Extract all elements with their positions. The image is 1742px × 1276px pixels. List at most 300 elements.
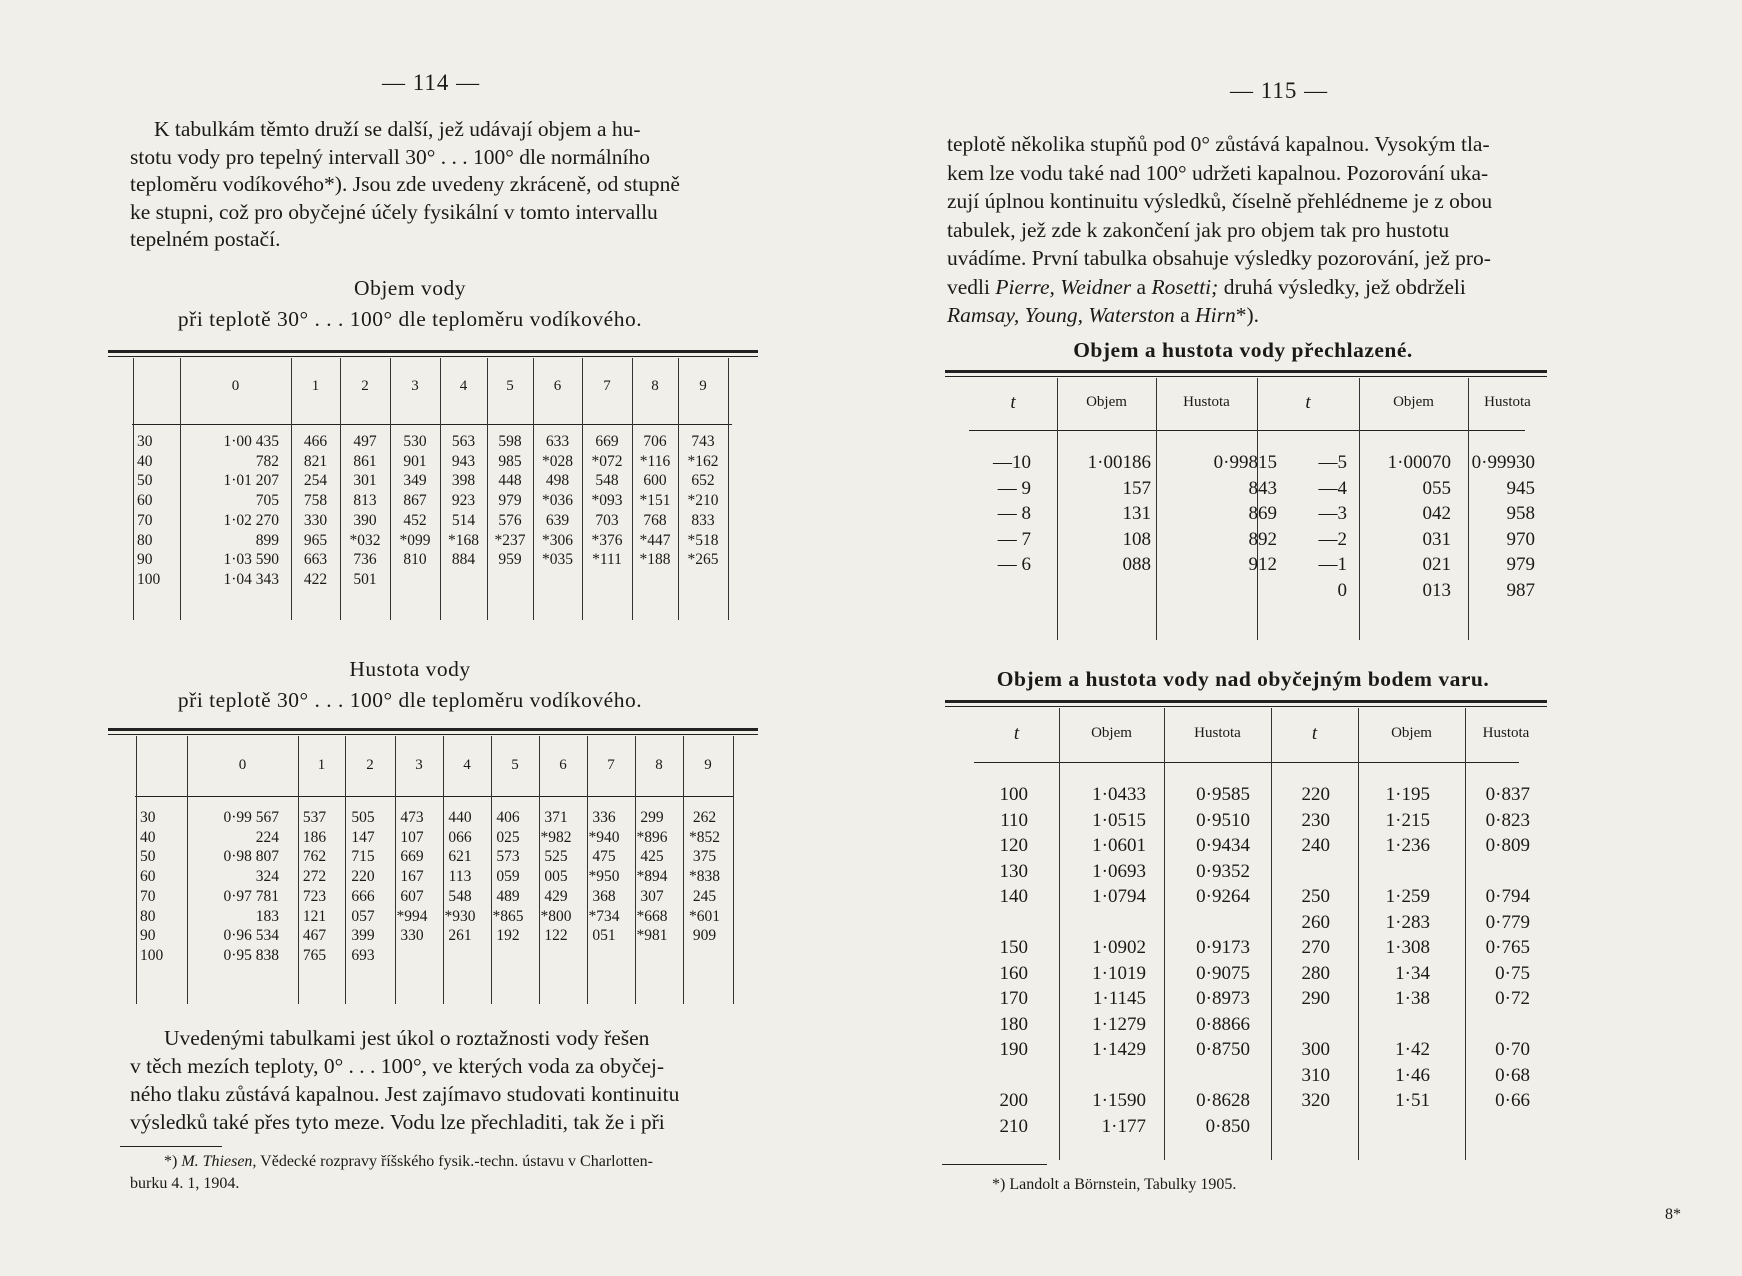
table-cell: 190 — [999, 1039, 1028, 1060]
column-header-hustota: Hustota — [1484, 394, 1531, 410]
table-cell: 50 — [137, 472, 153, 490]
table-cell: 1·0902 — [1092, 937, 1146, 958]
column-header: 9 — [704, 757, 712, 773]
table-cell: 324 — [255, 868, 279, 886]
table-cell: 210 — [999, 1115, 1028, 1137]
table-cell: 440 — [448, 809, 472, 826]
intro-paragraph — [947, 130, 1539, 330]
table-cell: 031 — [1422, 528, 1451, 550]
table-cell: 600 — [643, 472, 667, 490]
above-boiling-table-title: Objem a hustota vody nad obyčejným bodem varu. — [996, 667, 1490, 691]
column-header: 4 — [459, 378, 468, 394]
table-cell: 663 — [303, 551, 328, 569]
column-header-objem: Objem — [1393, 394, 1434, 410]
table-cell: 514 — [451, 511, 476, 529]
table-row — [133, 550, 728, 570]
table-cell: 0·823 — [1485, 809, 1530, 831]
table-cell: 200 — [999, 1090, 1028, 1111]
table-cell — [628, 946, 676, 966]
table-cell: 186 — [302, 828, 327, 846]
table-row — [974, 833, 1530, 859]
column-header: 4 — [463, 757, 471, 773]
table-cell: 576 — [498, 511, 522, 529]
table-cell: 598 — [498, 433, 522, 450]
table-cell: 965 — [303, 531, 328, 549]
table-cell — [533, 570, 582, 590]
table-cell: *601 — [689, 907, 720, 925]
column-header: 2 — [366, 757, 374, 773]
table-cell — [1250, 1114, 1330, 1140]
table-cell: *099 — [399, 531, 431, 549]
table-cell: 867 — [403, 492, 427, 510]
table-cell: 0·75 — [1495, 962, 1530, 984]
table-cell: *237 — [494, 531, 526, 549]
table-cell: 1·177 — [1101, 1115, 1146, 1137]
table-cell: 537 — [302, 809, 327, 826]
table-row — [133, 570, 728, 590]
table-cell — [1031, 578, 1151, 604]
table-cell: 059 — [496, 868, 520, 886]
text-line: kem lze vodu také nad 100° udržeti kapalnou. Pozorování uka- — [947, 160, 1489, 185]
table-cell: 979 — [1506, 554, 1535, 575]
table-cell — [487, 570, 533, 590]
footnote-marker: *) — [164, 1153, 178, 1170]
table-cell: 945 — [1506, 477, 1535, 499]
table-cell — [582, 570, 632, 590]
table-cell: 290 — [1301, 988, 1330, 1009]
table-row — [133, 432, 728, 452]
table-cell: 280 — [1301, 962, 1330, 984]
table-row — [974, 1012, 1530, 1038]
table-row — [974, 1114, 1530, 1140]
table-cell: 573 — [496, 848, 520, 866]
table-cell — [974, 910, 1028, 936]
table-cell: — 6 — [997, 554, 1031, 575]
table-cell — [436, 946, 484, 966]
footnote-text: burku 4. 1, 1904. — [130, 1175, 240, 1192]
table-cell: *168 — [448, 531, 479, 549]
table-cell: 715 — [351, 848, 375, 866]
table-cell: 0·9075 — [1196, 962, 1250, 984]
table-cell: 0·95 838 — [223, 946, 279, 964]
table-cell: 1·34 — [1395, 962, 1430, 984]
table-cell: 1·00 435 — [223, 433, 279, 450]
table-cell: 330 — [303, 511, 328, 529]
table-row — [133, 491, 728, 511]
table-cell: 170 — [999, 988, 1028, 1009]
table-row — [133, 471, 728, 491]
text-line: výsledků také přes tyto meze. Vodu lze přechladiti, tak že i při — [130, 1110, 665, 1134]
supercooled-table-title: Objem a hustota vody přechlazené. — [1073, 338, 1413, 362]
table-cell: 042 — [1422, 503, 1451, 524]
table-cell: *994 — [396, 907, 428, 925]
table-cell: 669 — [595, 433, 619, 450]
table-cell: *865 — [492, 907, 524, 925]
table-cell: 398 — [451, 472, 476, 490]
table-cell: 390 — [353, 511, 377, 529]
table-row — [133, 452, 728, 472]
column-header: 6 — [559, 757, 567, 773]
table-cell: 100 — [137, 570, 161, 588]
volume-table-subtitle: při teplotě 30° . . . 100° dle teploměru vodíkového. — [177, 307, 643, 331]
table-cell: *930 — [444, 907, 476, 925]
table-cell: *950 — [588, 868, 620, 886]
supercooled-table — [969, 450, 1535, 603]
text-run: *). — [1235, 303, 1259, 327]
table-cell: 245 — [692, 887, 717, 905]
table-cell: 0 — [1337, 579, 1347, 601]
table-cell: 912 — [1248, 554, 1277, 575]
column-header-objem: Objem — [1391, 725, 1432, 741]
table-cell: *072 — [591, 452, 623, 470]
text-line: zují úplnou kontinuitu výsledků, číselně přehlédneme je z obou — [947, 189, 1493, 213]
table-cell: *981 — [636, 927, 668, 945]
column-header-t: t — [1305, 392, 1311, 413]
table-cell: 1·03 590 — [223, 551, 279, 569]
table-cell: 110 — [1000, 809, 1028, 831]
table-cell: *151 — [639, 492, 671, 510]
table-cell: 987 — [1506, 579, 1535, 601]
table-cell: 90 — [137, 551, 153, 569]
signature-mark: 8* — [1665, 1206, 1681, 1223]
table-cell: 743 — [691, 433, 715, 450]
table-cell: —10 — [993, 452, 1031, 473]
closing-paragraph — [130, 1024, 690, 1136]
column-header: 3 — [411, 378, 419, 394]
table-cell: 985 — [498, 452, 522, 470]
table-row — [974, 935, 1530, 961]
table-cell: *188 — [639, 551, 671, 569]
table-cell: 1·283 — [1385, 911, 1430, 933]
table-row — [133, 531, 728, 551]
table-cell — [1146, 1063, 1250, 1089]
table-cell — [1028, 1063, 1146, 1089]
page-number: — 114 — — [382, 70, 481, 95]
table-cell: *447 — [639, 531, 671, 549]
table-cell: 723 — [302, 887, 327, 905]
table-cell: 466 — [303, 433, 328, 450]
table-cell: 399 — [351, 927, 375, 945]
table-cell — [1146, 910, 1250, 936]
table-cell: 782 — [255, 452, 279, 470]
table-cell: 299 — [640, 809, 664, 826]
table-cell: 923 — [451, 492, 476, 510]
table-row — [969, 578, 1535, 604]
table-cell: 270 — [1301, 937, 1330, 958]
column-header-hustota: Hustota — [1183, 394, 1230, 410]
table-cell: — 8 — [997, 503, 1031, 524]
footnote-text: Vědecké rozpravy říšského fysik.-techn. ústavu v Charlotten- — [260, 1153, 653, 1170]
table-cell: 422 — [303, 570, 328, 588]
table-cell: 140 — [999, 886, 1028, 907]
table-row — [974, 808, 1530, 834]
table-row — [974, 910, 1530, 936]
table-cell: 429 — [544, 887, 568, 905]
table-cell: —1 — [1318, 554, 1347, 575]
table-cell: 1·42 — [1395, 1039, 1430, 1060]
table-cell: 260 — [1301, 911, 1330, 933]
table-row — [136, 808, 733, 828]
table-cell — [1430, 1012, 1530, 1038]
table-cell: 448 — [498, 472, 522, 490]
table-cell: 262 — [692, 809, 717, 826]
text-run: a — [1174, 303, 1196, 327]
column-header: 1 — [311, 378, 320, 394]
table-cell — [440, 570, 487, 590]
table-cell: *111 — [592, 551, 622, 569]
table-cell: 489 — [496, 887, 520, 905]
table-cell — [1330, 859, 1430, 885]
density-table-subtitle: při teplotě 30° . . . 100° dle teploměru vodíkového. — [177, 688, 643, 712]
table-cell: 021 — [1422, 554, 1451, 575]
column-header-hustota: Hustota — [1194, 725, 1241, 741]
table-row — [974, 961, 1530, 987]
table-cell: 1·1590 — [1092, 1090, 1146, 1111]
table-cell: 254 — [303, 472, 328, 490]
page-number: — 115 — — [1230, 78, 1329, 103]
table-cell: 0·9434 — [1196, 835, 1250, 856]
table-row — [969, 501, 1535, 527]
table-row — [136, 907, 733, 927]
table-cell: 501 — [353, 570, 377, 588]
table-cell: 80 — [137, 531, 153, 549]
table-cell: 901 — [403, 452, 427, 470]
table-cell: *894 — [636, 868, 668, 886]
text-line: tabulek, jež zde k zakončení jak pro objem tak pro hustotu — [947, 217, 1450, 242]
table-cell: 40 — [137, 452, 153, 470]
table-cell — [678, 570, 728, 590]
table-cell: *093 — [591, 492, 623, 510]
table-cell: 639 — [545, 511, 570, 529]
author-name: Weidner — [1060, 274, 1132, 299]
table-cell: 669 — [400, 848, 424, 866]
table-cell: 150 — [999, 937, 1028, 958]
column-header: 7 — [607, 757, 615, 773]
right-page — [847, 0, 1742, 1276]
table-cell: 301 — [353, 472, 377, 490]
table-cell: 498 — [545, 472, 570, 490]
table-row — [974, 1088, 1530, 1114]
table-cell — [1330, 1114, 1430, 1140]
table-cell — [1430, 1114, 1530, 1140]
table-cell — [974, 1063, 1028, 1089]
table-cell — [388, 946, 436, 966]
column-header-objem: Objem — [1086, 394, 1127, 410]
table-cell: 1·00070 — [1387, 452, 1451, 473]
text-line: Uvedenými tabulkami jest úkol o roztažnosti vody řešen — [164, 1026, 650, 1050]
table-cell: 60 — [137, 492, 153, 510]
table-cell: 1·1145 — [1092, 988, 1146, 1009]
table-cell: 1·1019 — [1092, 962, 1146, 984]
table-cell: 066 — [448, 828, 472, 846]
table-cell: 525 — [544, 848, 568, 866]
column-header: 5 — [511, 757, 519, 773]
table-cell: 979 — [498, 492, 522, 510]
volume-table-title: Objem vody — [354, 276, 466, 300]
table-cell: 0·8866 — [1196, 1013, 1250, 1035]
column-header: 6 — [553, 378, 562, 394]
supercooled-table-body — [969, 450, 1535, 603]
table-cell: 0·8973 — [1196, 988, 1250, 1009]
table-cell: —4 — [1318, 477, 1347, 499]
column-header: 3 — [415, 757, 423, 773]
table-cell: 272 — [302, 868, 327, 886]
author-names: Ramsay, Young, Waterston — [947, 303, 1175, 327]
table-cell: 1·215 — [1385, 809, 1430, 831]
table-cell: 768 — [643, 511, 667, 529]
table-cell: 147 — [351, 828, 375, 846]
author-name: Pierre, — [995, 274, 1055, 299]
table-cell: 50 — [140, 848, 156, 866]
table-cell: 813 — [353, 492, 377, 510]
column-header-objem: Objem — [1091, 725, 1132, 741]
table-cell: 0·779 — [1485, 911, 1530, 933]
table-cell: 70 — [137, 511, 153, 529]
table-cell: 958 — [1506, 503, 1535, 524]
table-row — [136, 946, 733, 966]
table-cell — [632, 570, 678, 590]
table-cell: 0·72 — [1495, 988, 1530, 1009]
column-header: 5 — [506, 378, 514, 394]
table-cell: 1·02 270 — [223, 511, 279, 529]
table-cell: 899 — [255, 531, 279, 549]
table-cell: 0·99930 — [1471, 452, 1535, 473]
text-line: v těch mezích teploty, 0° . . . 100°, ve kterých voda za obyčej- — [130, 1054, 665, 1078]
table-cell: 224 — [255, 828, 279, 846]
table-cell: 122 — [544, 927, 568, 945]
footnote — [130, 1151, 770, 1195]
table-cell: 055 — [1422, 477, 1451, 499]
column-header: 1 — [317, 757, 326, 773]
table-cell: 497 — [353, 433, 377, 450]
table-row — [136, 847, 733, 867]
table-cell: *162 — [687, 452, 719, 470]
table-cell: 368 — [592, 887, 616, 905]
table-cell: 1·236 — [1385, 835, 1430, 856]
table-cell: 652 — [691, 472, 715, 490]
table-cell: 693 — [351, 946, 375, 964]
table-cell: *035 — [542, 551, 573, 569]
text-line: stotu vody pro tepelný intervall 30° . . . 100° dle normálního — [130, 144, 650, 169]
table-cell: 90 — [140, 927, 156, 945]
column-header-t: t — [1311, 723, 1318, 744]
table-cell: 505 — [351, 809, 375, 826]
table-cell: 025 — [496, 828, 520, 846]
table-cell: *036 — [542, 492, 573, 510]
author-name: Rosetti; — [1151, 274, 1219, 299]
volume-table — [133, 432, 728, 590]
table-cell: *668 — [636, 907, 668, 925]
text-line: tepelném postačí. — [130, 227, 281, 251]
table-cell: 765 — [302, 946, 327, 964]
table-cell: 473 — [400, 809, 424, 826]
table-row — [969, 552, 1535, 578]
table-cell: 121 — [302, 907, 327, 925]
table-cell — [1028, 910, 1146, 936]
column-header: 7 — [603, 378, 611, 394]
table-cell: 120 — [999, 835, 1028, 856]
table-cell: 0·97 781 — [223, 887, 279, 905]
table-cell: — 9 — [997, 477, 1031, 499]
table-cell: 051 — [592, 927, 616, 945]
table-cell: 107 — [400, 828, 424, 846]
table-cell: 1·0601 — [1092, 835, 1146, 856]
table-row — [974, 859, 1530, 885]
left-page — [0, 0, 847, 1276]
table-cell — [532, 946, 580, 966]
table-cell: 452 — [403, 511, 427, 529]
table-cell: 100 — [140, 946, 164, 964]
footnote-author: M. Thiesen, — [181, 1153, 257, 1170]
table-cell — [1250, 859, 1330, 885]
table-cell: 230 — [1301, 809, 1330, 831]
volume-table-body — [133, 432, 728, 590]
table-cell: 0·765 — [1485, 937, 1530, 958]
intro-paragraph — [130, 116, 690, 254]
table-row — [136, 887, 733, 907]
table-cell: *032 — [349, 531, 381, 549]
table-cell: 113 — [448, 868, 472, 886]
column-header: 8 — [651, 378, 659, 394]
table-cell: 0·99 567 — [223, 809, 279, 826]
table-cell: 406 — [496, 809, 520, 826]
table-cell: 192 — [496, 927, 520, 945]
table-row — [969, 527, 1535, 553]
column-header: 0 — [231, 378, 240, 394]
table-cell: 0·794 — [1485, 886, 1530, 907]
table-cell: 1·01 207 — [223, 472, 279, 490]
table-cell: 563 — [451, 433, 476, 450]
table-cell: 0·99815 — [1213, 452, 1277, 473]
table-cell: *896 — [636, 828, 668, 846]
table-cell: 167 — [400, 868, 424, 886]
above-boiling-table — [974, 782, 1530, 1139]
table-cell: 475 — [592, 848, 616, 866]
table-cell: 0·68 — [1495, 1064, 1530, 1086]
table-cell: 607 — [400, 887, 424, 905]
table-cell: 100 — [999, 784, 1028, 805]
table-cell: 0·850 — [1205, 1115, 1250, 1137]
table-cell: *306 — [542, 531, 573, 549]
table-cell: 261 — [448, 927, 472, 945]
table-cell: 160 — [999, 962, 1028, 984]
table-cell: 180 — [999, 1013, 1028, 1035]
table-cell: *028 — [542, 452, 573, 470]
table-cell: 40 — [140, 828, 156, 846]
column-header: 9 — [699, 378, 707, 394]
table-cell: 909 — [692, 927, 717, 945]
table-cell — [1151, 578, 1277, 604]
table-cell: *518 — [687, 531, 719, 549]
table-cell: 548 — [448, 887, 472, 905]
table-cell: 0·9352 — [1196, 860, 1250, 882]
table-row — [974, 986, 1530, 1012]
text-run: a — [1131, 274, 1152, 299]
table-cell: 959 — [498, 551, 522, 569]
text-line: K tabulkám těmto druží se další, jež udávají objem a hu- — [154, 117, 641, 141]
table-cell: 157 — [1122, 477, 1151, 499]
table-cell — [1330, 1012, 1430, 1038]
table-cell — [1250, 1012, 1330, 1038]
table-row — [136, 926, 733, 946]
table-cell: 884 — [451, 551, 476, 569]
table-cell: *800 — [540, 907, 572, 925]
table-cell — [676, 946, 733, 966]
table-cell: 375 — [692, 848, 717, 866]
table-cell: 843 — [1248, 477, 1277, 499]
table-cell: 220 — [1301, 784, 1330, 805]
table-cell: 0·98 807 — [223, 848, 279, 866]
